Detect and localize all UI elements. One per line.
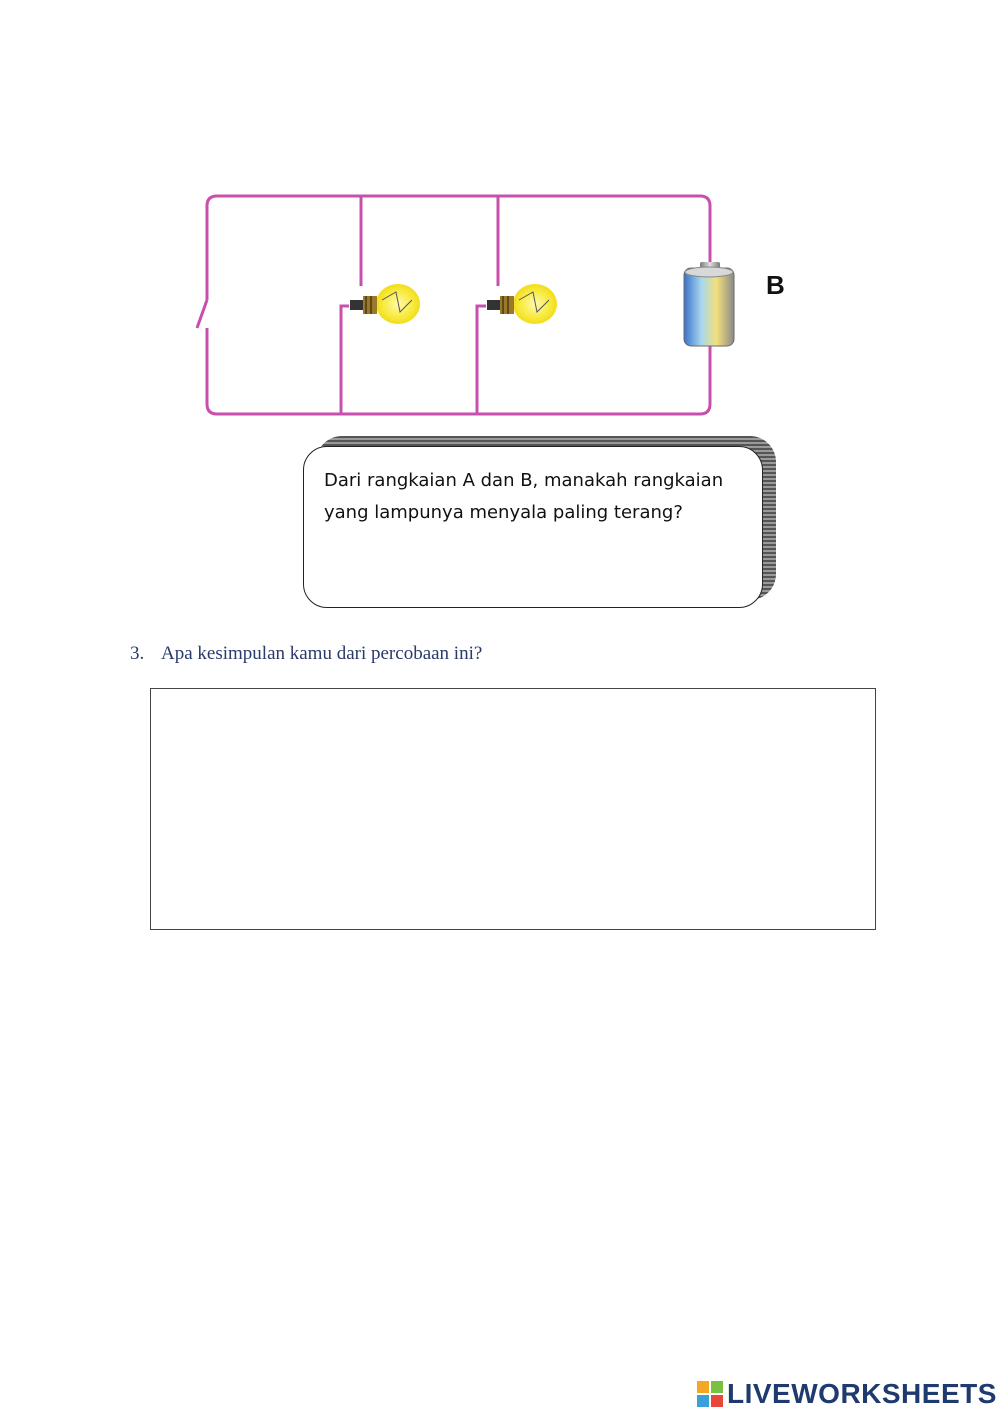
callout-text: Dari rangkaian A dan B, manakah rangkaian yang lampunya menyala paling terang? xyxy=(324,470,724,523)
circuit-label: B xyxy=(766,270,785,300)
light-bulb-icon xyxy=(350,284,420,324)
question-text: Apa kesimpulan kamu dari percobaan ini? xyxy=(161,643,483,664)
battery-icon xyxy=(684,262,734,346)
question-3 xyxy=(130,643,482,665)
liveworksheets-logo-icon xyxy=(697,1381,723,1407)
answer-text-area[interactable] xyxy=(150,688,876,930)
question-callout xyxy=(303,446,763,608)
brand-name: LIVEWORKSHEETS xyxy=(727,1378,997,1409)
liveworksheets-brand xyxy=(697,1377,997,1411)
switch-icon xyxy=(197,300,207,328)
question-number: 3. xyxy=(130,643,145,664)
light-bulb-icon xyxy=(487,284,557,324)
circuit-wires xyxy=(207,196,710,414)
